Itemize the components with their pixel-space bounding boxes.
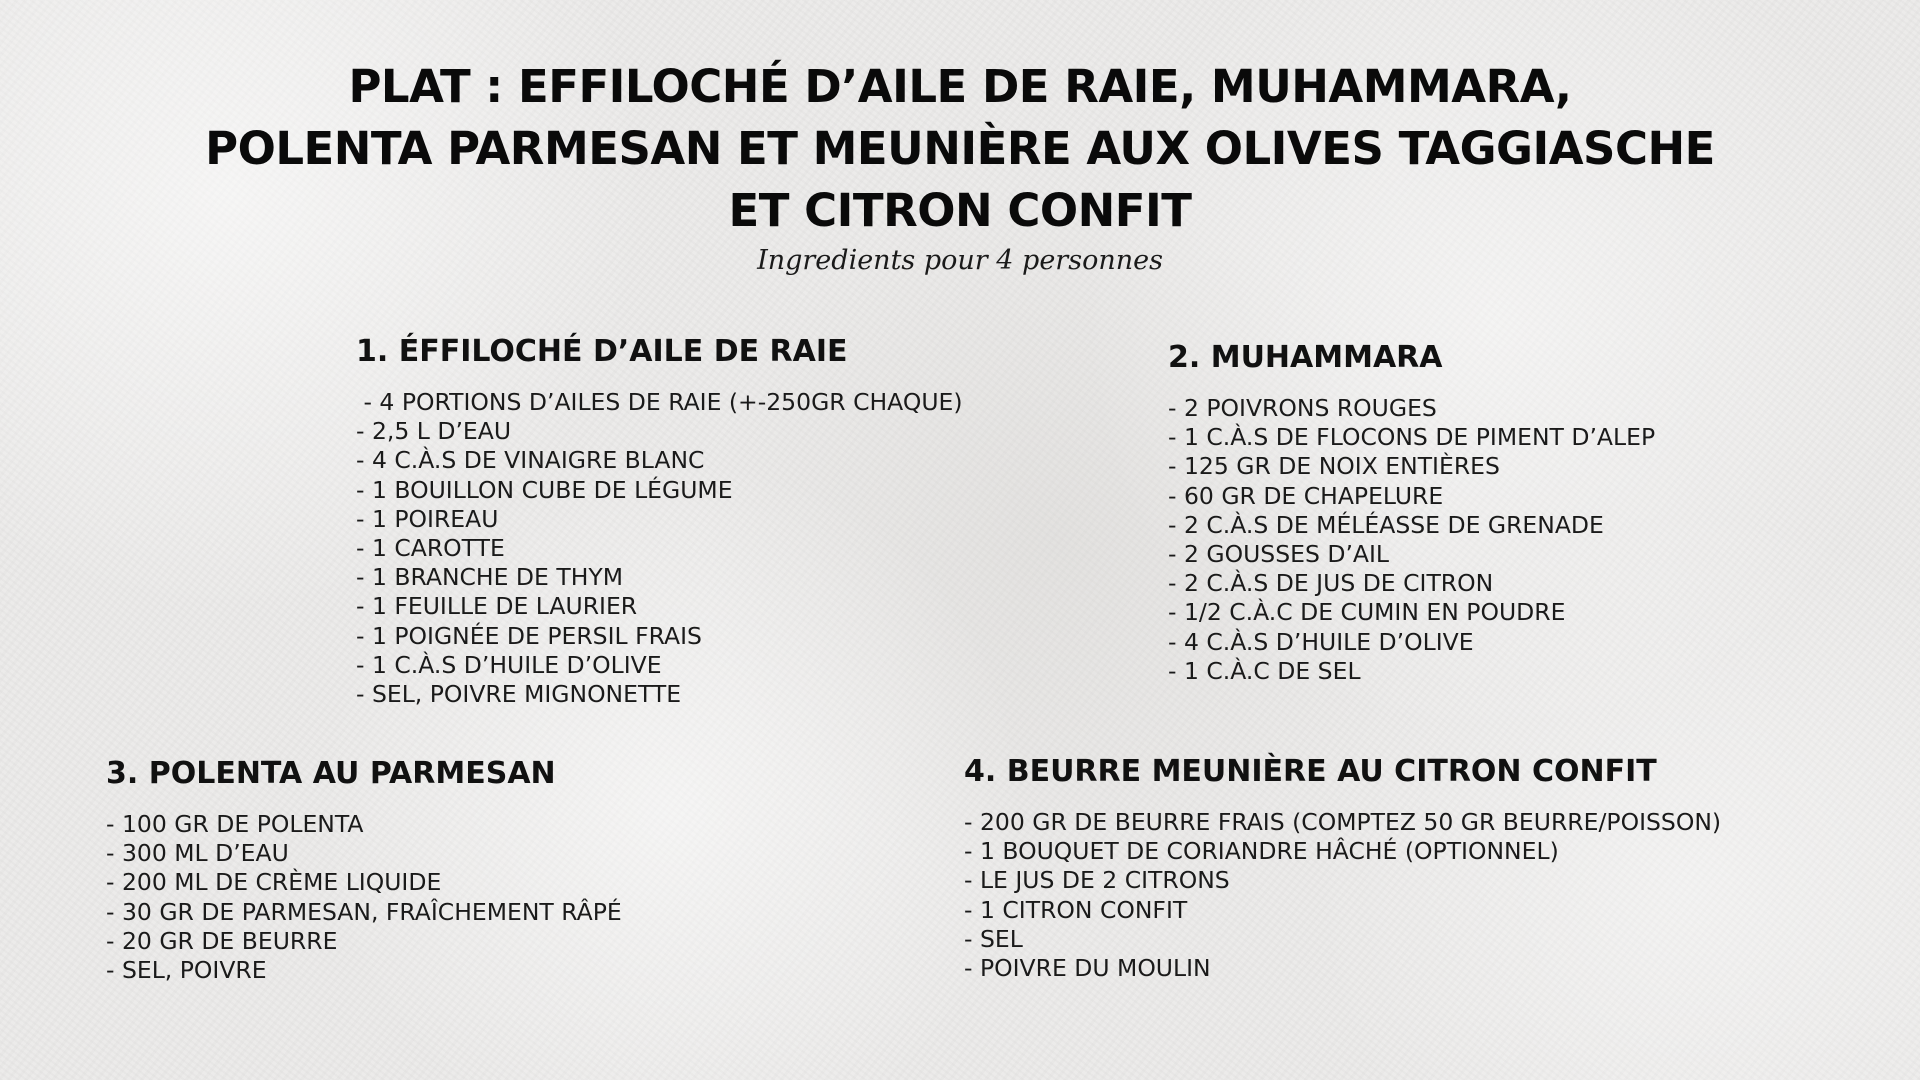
ingredient-item: - 200 ML DE CRÈME LIQUIDE <box>106 868 442 897</box>
section-effiloche <box>356 334 963 709</box>
ingredient-item: - 1 POIREAU <box>356 504 499 533</box>
ingredient-list <box>1168 394 1655 686</box>
ingredient-list <box>964 808 1721 983</box>
ingredient-item: - 1 BOUILLON CUBE DE LÉGUME <box>356 475 733 504</box>
ingredient-item: - 20 GR DE BEURRE <box>106 926 338 955</box>
ingredient-item: - 1/2 C.À.C DE CUMIN EN POUDRE <box>1168 598 1566 627</box>
ingredient-item: - 2 C.À.S DE JUS DE CITRON <box>1168 569 1494 598</box>
ingredient-item: - 1 C.À.S DE FLOCONS DE PIMENT D’ALEP <box>1168 423 1656 452</box>
ingredient-item: - 2 POIVRONS ROUGES <box>1168 394 1437 422</box>
ingredient-item: - 4 PORTIONS D’AILES DE RAIE (+-250GR CHAQUE) <box>356 388 963 416</box>
ingredient-item: - 4 C.À.S DE VINAIGRE BLANC <box>356 446 705 475</box>
servings-subtitle: Ingredients pour 4 personnes <box>757 245 1163 276</box>
ingredient-item: - LE JUS DE 2 CITRONS <box>964 866 1230 895</box>
section-heading: 1. ÉFFILOCHÉ D’AILE DE RAIE <box>356 334 848 369</box>
page-title <box>60 56 1860 242</box>
section-heading: 4. BEURRE MEUNIÈRE AU CITRON CONFIT <box>964 754 1657 789</box>
ingredient-item: - 300 ML D’EAU <box>106 839 289 868</box>
ingredient-item: - 125 GR DE NOIX ENTIÈRES <box>1168 452 1500 481</box>
ingredient-item: - 100 GR DE POLENTA <box>106 810 364 838</box>
ingredient-item: - 1 C.À.S D’HUILE D’OLIVE <box>356 650 662 679</box>
ingredient-item: - 1 FEUILLE DE LAURIER <box>356 592 638 621</box>
ingredient-item: - 2 GOUSSES D’AIL <box>1168 540 1390 569</box>
ingredient-item: - 1 POIGNÉE DE PERSIL FRAIS <box>356 621 702 650</box>
section-polenta <box>106 756 622 985</box>
ingredient-list <box>106 810 622 985</box>
section-beurre-meuniere <box>964 754 1721 983</box>
section-heading: 2. MUHAMMARA <box>1168 340 1443 375</box>
ingredient-item: - 1 BOUQUET DE CORIANDRE HÂCHÉ (OPTIONNEL) <box>964 837 1559 866</box>
ingredient-item: - POIVRE DU MOULIN <box>964 954 1211 983</box>
section-heading: 3. POLENTA AU PARMESAN <box>106 756 556 791</box>
ingredient-item: - 4 C.À.S D’HUILE D’OLIVE <box>1168 627 1474 656</box>
title-line: ET CITRON CONFIT <box>728 184 1192 237</box>
ingredient-item: - 2,5 L D’EAU <box>356 417 512 446</box>
ingredient-item: - SEL, POIVRE MIGNONETTE <box>356 680 682 709</box>
ingredient-item: - 2 C.À.S DE MÉLÉASSE DE GRENADE <box>1168 510 1604 539</box>
ingredient-item: - 1 C.À.C DE SEL <box>1168 656 1361 685</box>
section-muhammara <box>1168 340 1655 686</box>
ingredient-item: - 1 CITRON CONFIT <box>964 895 1188 924</box>
ingredient-list <box>356 388 963 709</box>
ingredient-item: - 200 GR DE BEURRE FRAIS (COMPTEZ 50 GR BEURRE/POISSON) <box>964 808 1722 836</box>
ingredient-item: - 60 GR DE CHAPELURE <box>1168 481 1444 510</box>
title-line: PLAT : EFFILOCHÉ D’AILE DE RAIE, MUHAMMARA, <box>348 60 1572 113</box>
ingredient-item: - 30 GR DE PARMESAN, FRAÎCHEMENT RÂPÉ <box>106 897 622 926</box>
ingredient-item: - 1 CAROTTE <box>356 534 505 563</box>
ingredient-item: - SEL <box>964 924 1023 953</box>
ingredient-item: - SEL, POIVRE <box>106 956 267 985</box>
title-line: POLENTA PARMESAN ET MEUNIÈRE AUX OLIVES TAGGIASCHE <box>205 122 1715 175</box>
ingredient-item: - 1 BRANCHE DE THYM <box>356 563 623 592</box>
